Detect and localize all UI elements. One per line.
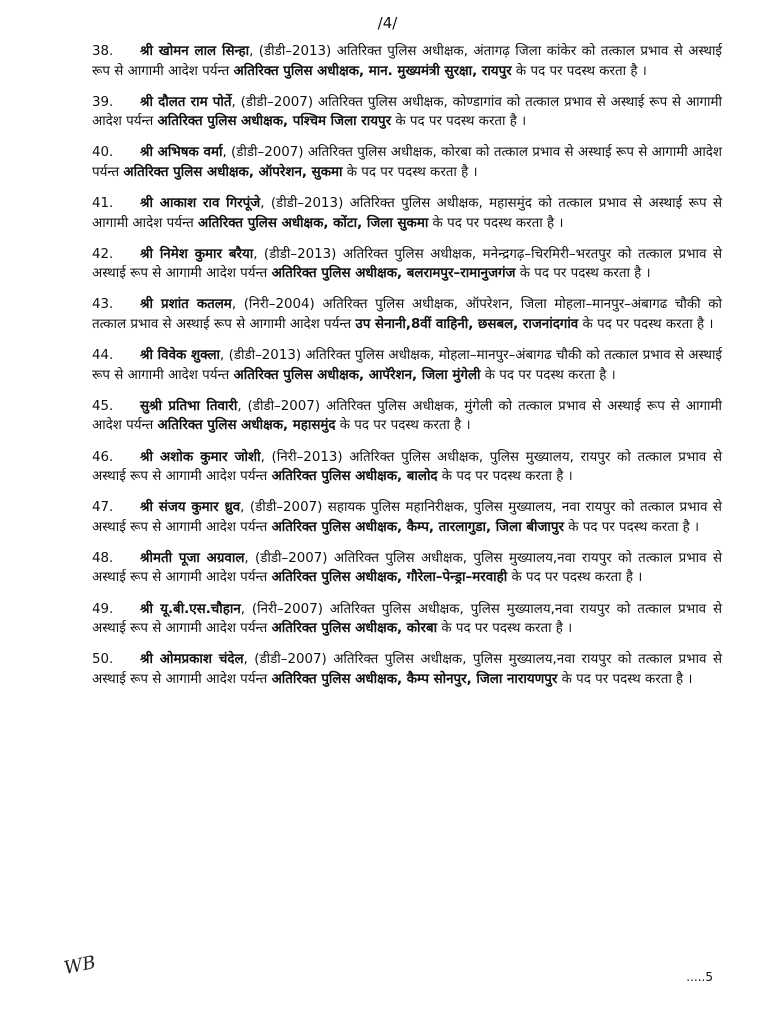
entry-text-end: के पद पर पदस्थ करता है । (437, 621, 573, 637)
entry-text-end: के पद पर पदस्थ करता है । (335, 418, 471, 434)
entry-number: 38. (92, 44, 114, 59)
list-item (92, 600, 722, 639)
officer-name: श्री दौलत राम पोर्ते (140, 94, 232, 110)
posting: अतिरिक्त पुलिस अधीक्षक, कैम्प सोनपुर, जिला नारायणपुर (271, 671, 558, 687)
list-item (92, 93, 722, 132)
entry-number: 43. (92, 297, 114, 313)
entry-number: 39. (92, 94, 114, 110)
entry-number: 46. (92, 449, 114, 465)
posting: अतिरिक्त पुलिस अधीक्षक, बालोद (271, 469, 438, 484)
entry-text: , (डीडी–2013) अतिरिक्त पुलिस अधीक्षक, अंतागढ़ जिला कांकेर को तत्काल प्रभाव से अस्थाई रूप से आगामी आदेश पर्यन्त (92, 44, 722, 79)
next-page-marker: .....5 (686, 970, 713, 984)
posting: अतिरिक्त पुलिस अधीक्षक, कोरबा (271, 621, 438, 637)
list-item (92, 245, 722, 284)
posting: अतिरिक्त पुलिस अधीक्षक, ऑपरेशन, सुकमा (123, 164, 343, 180)
list-item (92, 397, 722, 436)
posting: अतिरिक्त पुलिस अधीक्षक, मान. मुख्यमंत्री सुरक्षा, रायपुर (233, 63, 512, 79)
entries-list (92, 42, 722, 701)
entry-text-end: के पद पर पदस्थ करता है । (515, 266, 651, 282)
officer-name: श्री अभिषक वर्मा (140, 145, 223, 161)
entry-text: , (निरी–2013) अतिरिक्त पुलिस अधीक्षक, पुलिस मुख्यालय, रायपुर को तत्काल प्रभाव से अस्थाई रूप से आगामी आदेश पर्यन्त (92, 449, 722, 484)
entry-text: , (निरी–2004) अतिरिक्त पुलिस अधीक्षक, ऑपरेशन, जिला मोहला–मानपुर–अंबागढ चौकी को तत्काल प्रभाव से अस्थाई रूप से आगामी आदेश पर्यन्त (92, 297, 722, 332)
posting: अतिरिक्त पुलिस अधीक्षक, कैम्प, तारलागुडा, जिला बीजापुर (271, 519, 564, 535)
entry-text-end: के पद पर पदस्थ करता है । (437, 469, 573, 484)
entry-text: , (डीडी–2007) अतिरिक्त पुलिस अधीक्षक, कोरबा को तत्काल प्रभाव से अस्थाई रूप से आगामी आदेश पर्यन्त (92, 145, 722, 180)
posting: उप सेनानी,8वीं वाहिनी, छसबल, राजनांदगांव (355, 316, 579, 332)
entry-text: , (डीडी–2007) अतिरिक्त पुलिस अधीक्षक, कोण्डागांव को तत्काल प्रभाव से अस्थाई रूप से आगामी आदेश पर्यन्त (92, 94, 723, 130)
list-item (92, 448, 722, 487)
entry-text-end: के पद पर पदस्थ करता है । (480, 367, 616, 383)
list-item (92, 498, 722, 537)
posting: अतिरिक्त पुलिस अधीक्षक, गौरेला–पेन्ड्रा–मरवाही (271, 570, 508, 586)
entry-text-end: के पद पर पदस्थ करता है । (563, 519, 700, 535)
list-item (92, 295, 722, 334)
entry-text: , (डीडी–2007) अतिरिक्त पुलिस अधीक्षक, पुलिस मुख्यालय,नवा रायपुर को तत्काल प्रभाव से अस्थाई रूप से आगामी आदेश पर्यन्त (92, 652, 722, 687)
entry-number: 44. (92, 348, 114, 364)
entry-text: , (डीडी–2013) अतिरिक्त पुलिस अधीक्षक, मनेन्द्रगढ़–चिरमिरी–भरतपुर को तत्काल प्रभाव से अस्थाई रूप से आगामी आदेश पर्यन्त (92, 246, 722, 282)
page-number: /4/ (377, 14, 398, 32)
entry-number: 45. (92, 398, 114, 414)
entry-text: , (डीडी–2013) अतिरिक्त पुलिस अधीक्षक, महासमुंद को तत्काल प्रभाव से अस्थाई रूप से आगामी आदेश पर्यन्त (92, 196, 722, 231)
entry-number: 49. (92, 601, 114, 617)
entry-number: 50. (92, 652, 114, 668)
posting: अतिरिक्त पुलिस अधीक्षक, महासमुंद (157, 418, 336, 434)
officer-name: सुश्री प्रतिभा तिवारी (140, 398, 238, 414)
entry-text: , (डीडी–2013) अतिरिक्त पुलिस अधीक्षक, मोहला–मानपुर–अंबागढ चौकी को तत्काल प्रभाव से अस्थाई रूप से आगामी आदेश पर्यन्त (92, 348, 722, 383)
entry-number: 48. (92, 550, 114, 566)
entry-number: 47. (92, 500, 114, 516)
officer-name: श्री ओमप्रकाश चंदेल (140, 652, 244, 668)
posting: अतिरिक्त पुलिस अधीक्षक, पश्चिम जिला रायपुर (157, 114, 392, 130)
officer-name: श्री संजय कुमार ध्रुव (140, 500, 241, 516)
officer-name: श्री अशोक कुमार जोशी (140, 449, 261, 465)
officer-name: श्री आकाश राव गिरपूंजे (140, 196, 261, 212)
entry-text: , (डीडी–2007) सहायक पुलिस महानिरीक्षक, पुलिस मुख्यालय, नवा रायपुर को तत्काल प्रभाव से अस्थाई रूप से आगामी आदेश पर्यन्त (92, 500, 722, 535)
entry-text: , (डीडी–2007) अतिरिक्त पुलिस अधीक्षक, पुलिस मुख्यालय,नवा रायपुर को तत्काल प्रभाव से अस्थाई रूप से आगामी आदेश पर्यन्त (92, 550, 722, 586)
officer-name: श्री खोमन लाल सिन्हा (140, 44, 250, 59)
officer-name: श्री प्रशांत कतलम (140, 297, 232, 313)
entry-text-end: के पद पर पदस्थ करता है । (557, 671, 693, 687)
list-item (92, 194, 722, 233)
posting: अतिरिक्त पुलिस अधीक्षक, कोंटा, जिला सुकमा (197, 215, 429, 231)
entry-text-end: के पद पर पदस्थ करता है । (511, 63, 647, 79)
entry-number: 40. (92, 145, 114, 161)
entry-text: , (निरी–2007) अतिरिक्त पुलिस अधीक्षक, पुलिस मुख्यालय,नवा रायपुर को तत्काल प्रभाव से अस्थाई रूप से आगामी आदेश पर्यन्त (92, 601, 722, 637)
officer-name: श्रीमती पूजा अग्रवाल (140, 550, 245, 566)
officer-name: श्री निमेश कुमार बरैया (140, 246, 254, 262)
entry-text-end: के पद पर पदस्थ करता है । (507, 570, 643, 586)
posting: अतिरिक्त पुलिस अधीक्षक, बलरामपुर–रामानुजगंज (271, 266, 516, 282)
entry-text-end: के पद पर पदस्थ करता है । (578, 316, 714, 332)
list-item (92, 42, 722, 81)
officer-name: श्री विवेक शुक्ला (140, 348, 221, 364)
entry-number: 42. (92, 246, 114, 262)
entry-text: , (डीडी–2007) अतिरिक्त पुलिस अधीक्षक, मुंगेली को तत्काल प्रभाव से अस्थाई रूप से आगामी आदेश पर्यन्त (92, 398, 722, 434)
list-item (92, 346, 722, 385)
list-item (92, 143, 722, 182)
list-item (92, 549, 722, 588)
entry-number: 41. (92, 196, 114, 212)
list-item (92, 650, 722, 689)
officer-name: श्री यू.बी.एस.चौहान (140, 601, 241, 617)
posting: अतिरिक्त पुलिस अधीक्षक, आपॅरेशन, जिला मुंगेली (233, 367, 481, 383)
handwritten-initials: WB (62, 951, 98, 980)
entry-text-end: के पद पर पदस्थ करता है । (428, 215, 564, 231)
entry-text-end: के पद पर पदस्थ करता है । (342, 164, 478, 180)
entry-text-end: के पद पर पदस्थ करता है । (391, 114, 527, 130)
